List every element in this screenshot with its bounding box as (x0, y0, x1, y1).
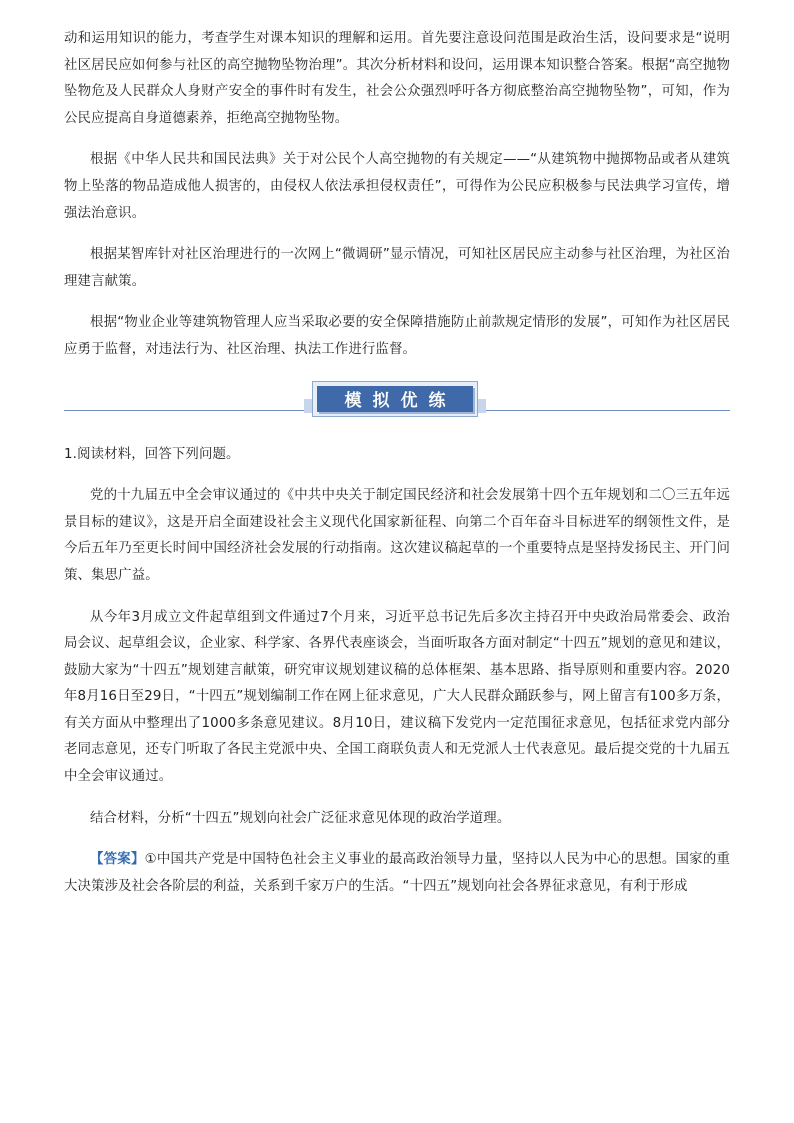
analysis-paragraph-4: 根据“物业企业等建筑物管理人应当采取必要的安全保障措施防止前款规定情形的发展”，可知作为社区居民应勇于监督，对违法行为、社区治理、执法工作进行监督。 (64, 315, 730, 357)
analysis-paragraph-3: 根据某智库针对社区治理进行的一次网上“微调研”显示情况，可知社区居民应主动参与社区治理，为社区治理建言献策。 (64, 247, 730, 289)
analysis-paragraph-1: 动和运用知识的能力，考查学生对课本知识的理解和运用。首先要注意设问范围是政治生活，设问要求是“说明社区居民应如何参与社区的高空抛物坠物治理”。其次分析材料和设问，运用课本知识整合答案。根据“高空抛物坠物危及人民群众人身财产安全的事件时有发生，社会公众强烈呼吁各方彻底整治高空抛物坠物”，可知，作为公民应提高自身道德素养，拒绝高空抛物坠物。 (64, 31, 730, 126)
question-task: 结合材料，分析“十四五”规划向社会广泛征求意见体现的政治学道理。 (90, 810, 511, 826)
answer-text: ①中国共产党是中国特色社会主义事业的最高政治领导力量，坚持以人民为中心的思想。国家的重大决策涉及社会各阶层的利益，关系到千家万户的生活。“十四五”规划向社会各界征求意见，有利于形成 (64, 852, 731, 894)
banner-inner-panel (317, 386, 473, 412)
material-paragraph-1: 党的十九届五中全会审议通过的《中共中央关于制定国民经济和社会发展第十四个五年规划和二〇三五年远景目标的建议》，这是开启全面建设社会主义现代化国家新征程、向第二个百年奋斗目标进军的纲领性文件，是今后五年乃至更长时间中国经济社会发展的行动指南。这次建议稿起草的一个重要特点是坚持发扬民主、开门问策、集思广益。 (64, 488, 730, 583)
banner-frame (312, 381, 478, 417)
section-banner (64, 377, 730, 431)
analysis-paragraph-2: 根据《中华人民共和国民法典》关于对公民个人高空抛物的有关规定——“从建筑物中抛掷物品或者从建筑物上坠落的物品造成他人损害的，由侵权人依法承担侵权责任”，可得作为公民应积极参与民法典学习宣传，增强法治意识。 (64, 152, 730, 221)
banner-title: 模拟优练 (344, 391, 457, 412)
answer-tag: 【答案】 (90, 852, 145, 868)
material-paragraph-2: 从今年3月成立文件起草组到文件通过7个月来，习近平总书记先后多次主持召开中央政治局常委会、政治局会议、起草组会议，企业家、科学家、各界代表座谈会，当面听取各方面对制定“十四五”规划的意见和建议，鼓励大家为“十四五”规划建言献策，研究审议规划建议稿的总体框架、基本思路、指导原则和重要内容。2020年8月16日至29日，“十四五”规划编制工作在网上征求意见，广大人民群众踊跃参与，网上留言有100多万条，有关方面从中整理出了1000多条意见建议。8月10日，建议稿下发党内一定范围征求意见，包括征求党内部分老同志意见，还专门听取了各民主党派中央、全国工商联负责人和无党派人士代表意见。最后提交党的十九届五中全会审议通过。 (64, 609, 730, 785)
document-page (64, 26, 730, 900)
answer-paragraph (64, 847, 730, 900)
question-prompt: 1.阅读材料，回答下列问题。 (64, 446, 240, 462)
